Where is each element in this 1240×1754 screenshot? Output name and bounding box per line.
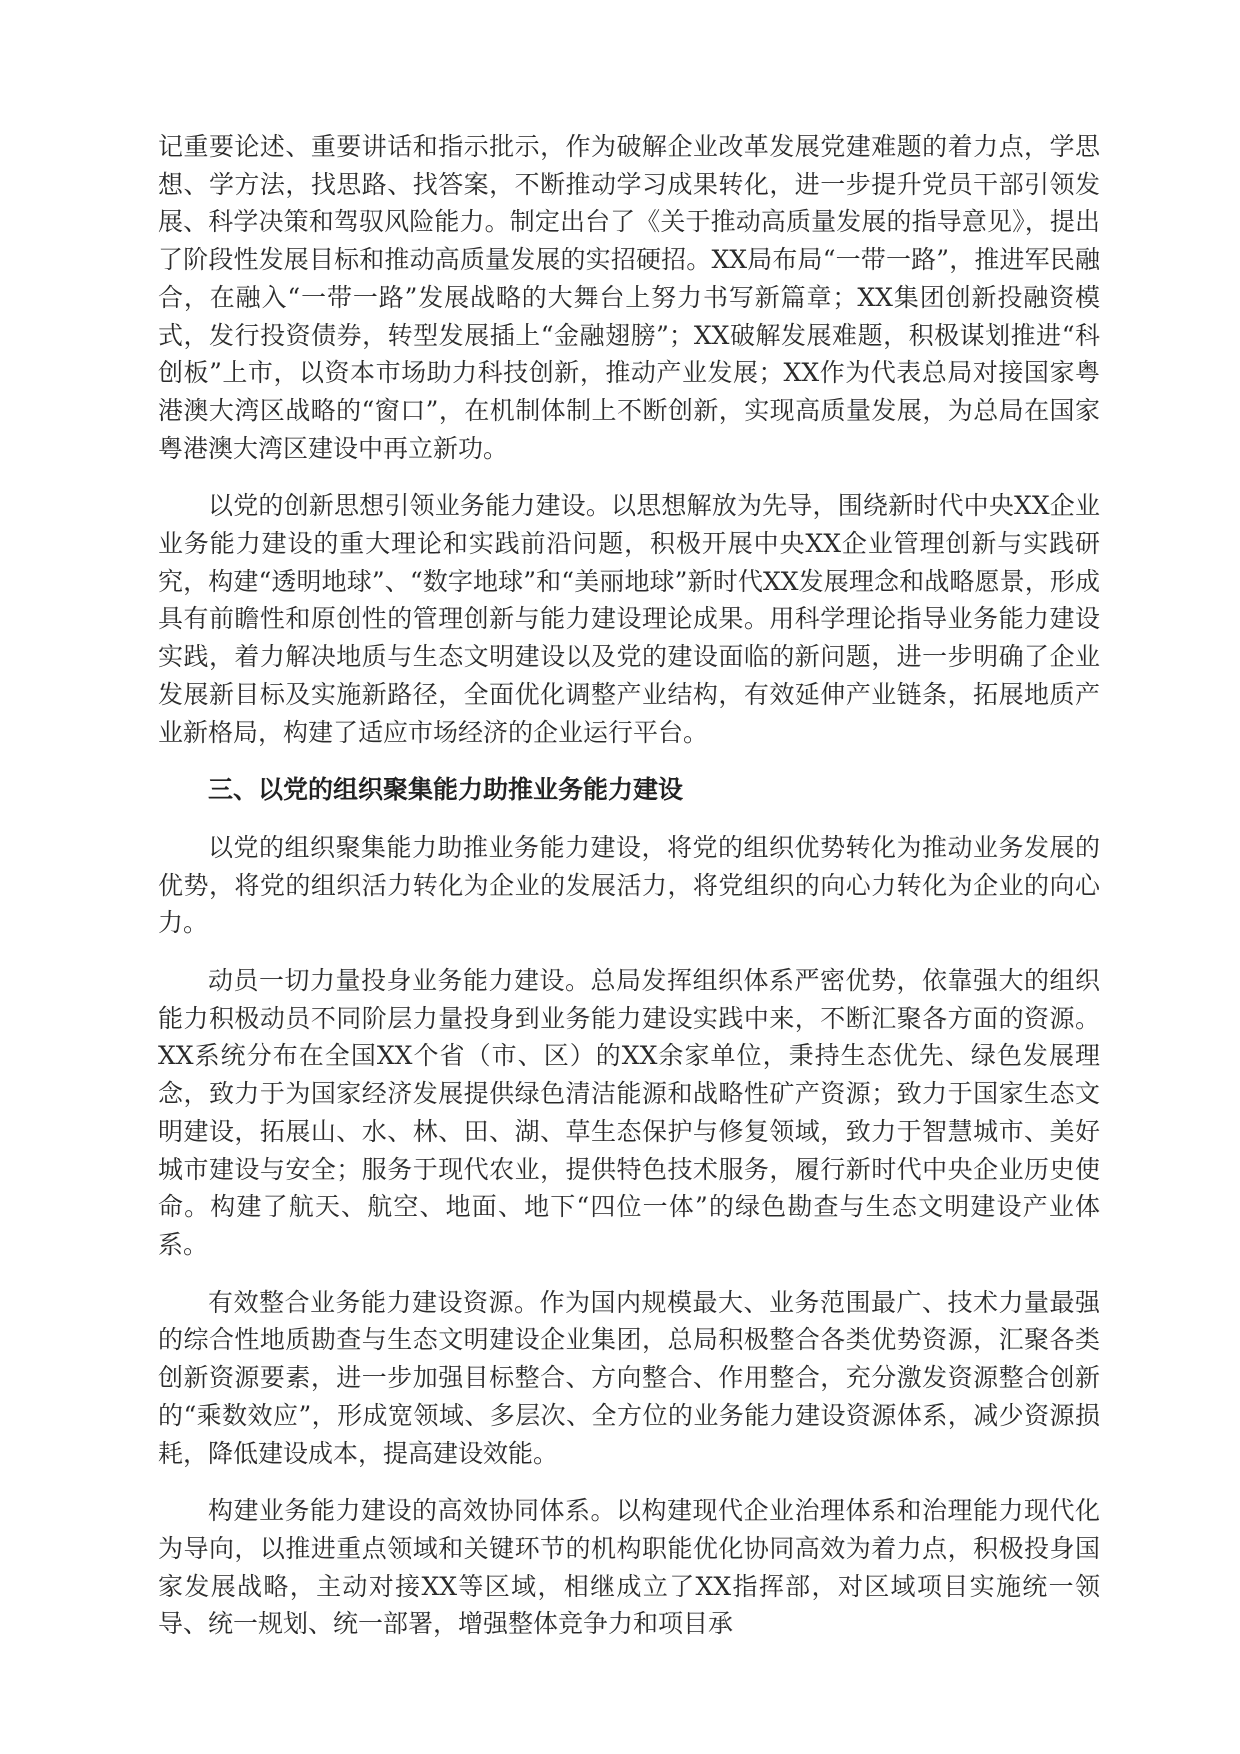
paragraph-integrate-resources: 有效整合业务能力建设资源。作为国内规模最大、业务范围最广、技术力量最强的综合性地质勘查与生态文明建设企业集团，总局积极整合各类优势资源，汇聚各类创新资源要素，进一步加强目标整合、方向整合、作用整合，充分激发资源整合创新的“乘数效应”，形成宽领域、多层次、全方位的业务能力建设资源体系，减少资源损耗，降低建设成本，提高建设效能。 xyxy=(158,1287,1100,1468)
paragraph-continuation: 记重要论述、重要讲话和指示批示，作为破解企业改革发展党建难题的着力点，学思想、学方法，找思路、找答案，不断推动学习成果转化，进一步提升党员干部引领发展、科学决策和驾驭风险能力。制定出台了《关于推动高质量发展的指导意见》，提出了阶段性发展目标和推动高质量发展的实招硬招。XX局布局“一带一路”，推进军民融合，在融入“一带一路”发展战略的大舞台上努力书写新篇章；XX集团创新投融资模式，发行投资债券，转型发展插上“金融翅膀”；XX破解发展难题，积极谋划推进“科创板”上市，以资本市场助力科技创新，推动产业发展；XX作为代表总局对接国家粤港澳大湾区战略的“窗口”，在机制体制上不断创新，实现高质量发展，为总局在国家粤港澳大湾区建设中再立新功。 xyxy=(158,132,1100,463)
document-page xyxy=(158,128,1100,1663)
paragraph-mobilize-forces: 动员一切力量投身业务能力建设。总局发挥组织体系严密优势，依靠强大的组织能力积极动员不同阶层力量投身到业务能力建设实践中来，不断汇聚各方面的资源。XX系统分布在全国XX个省（市、区）的XX余家单位，秉持生态优先、绿色发展理念，致力于为国家经济发展提供绿色清洁能源和战略性矿产资源；致力于国家生态文明建设，拓展山、水、林、田、湖、草生态保护与修复领域，致力于智慧城市、美好城市建设与安全；服务于现代农业，提供特色技术服务，履行新时代中央企业历史使命。构建了航天、航空、地面、地下“四位一体”的绿色勘查与生态文明建设产业体系。 xyxy=(158,966,1100,1259)
paragraph-section-intro: 以党的组织聚集能力助推业务能力建设，将党的组织优势转化为推动业务发展的优势，将党的组织活力转化为企业的发展活力，将党组织的向心力转化为企业的向心力。 xyxy=(158,832,1100,938)
paragraph-innovation-thought: 以党的创新思想引领业务能力建设。以思想解放为先导，围绕新时代中央XX企业业务能力建设的重大理论和实践前沿问题，积极开展中央XX企业管理创新与实践研究，构建“透明地球”、“数字地球”和“美丽地球”新时代XX发展理念和战略愿景，形成具有前瞻性和原创性的管理创新与能力建设理论成果。用科学理论指导业务能力建设实践，着力解决地质与生态文明建设以及党的建设面临的新问题，进一步明确了企业发展新目标及实施新路径，全面优化调整产业结构，有效延伸产业链条，拓展地质产业新格局，构建了适应市场经济的企业运行平台。 xyxy=(158,491,1100,747)
section-heading-3: 三、以党的组织聚集能力助推业务能力建设 xyxy=(208,775,684,805)
paragraph-coordination-system: 构建业务能力建设的高效协同体系。以构建现代企业治理体系和治理能力现代化为导向，以推进重点领域和关键环节的机构职能优化协同高效为着力点，积极投身国家发展战略，主动对接XX等区域，相继成立了XX指挥部，对区域项目实施统一领导、统一规划、统一部署，增强整体竞争力和项目承 xyxy=(158,1496,1100,1639)
